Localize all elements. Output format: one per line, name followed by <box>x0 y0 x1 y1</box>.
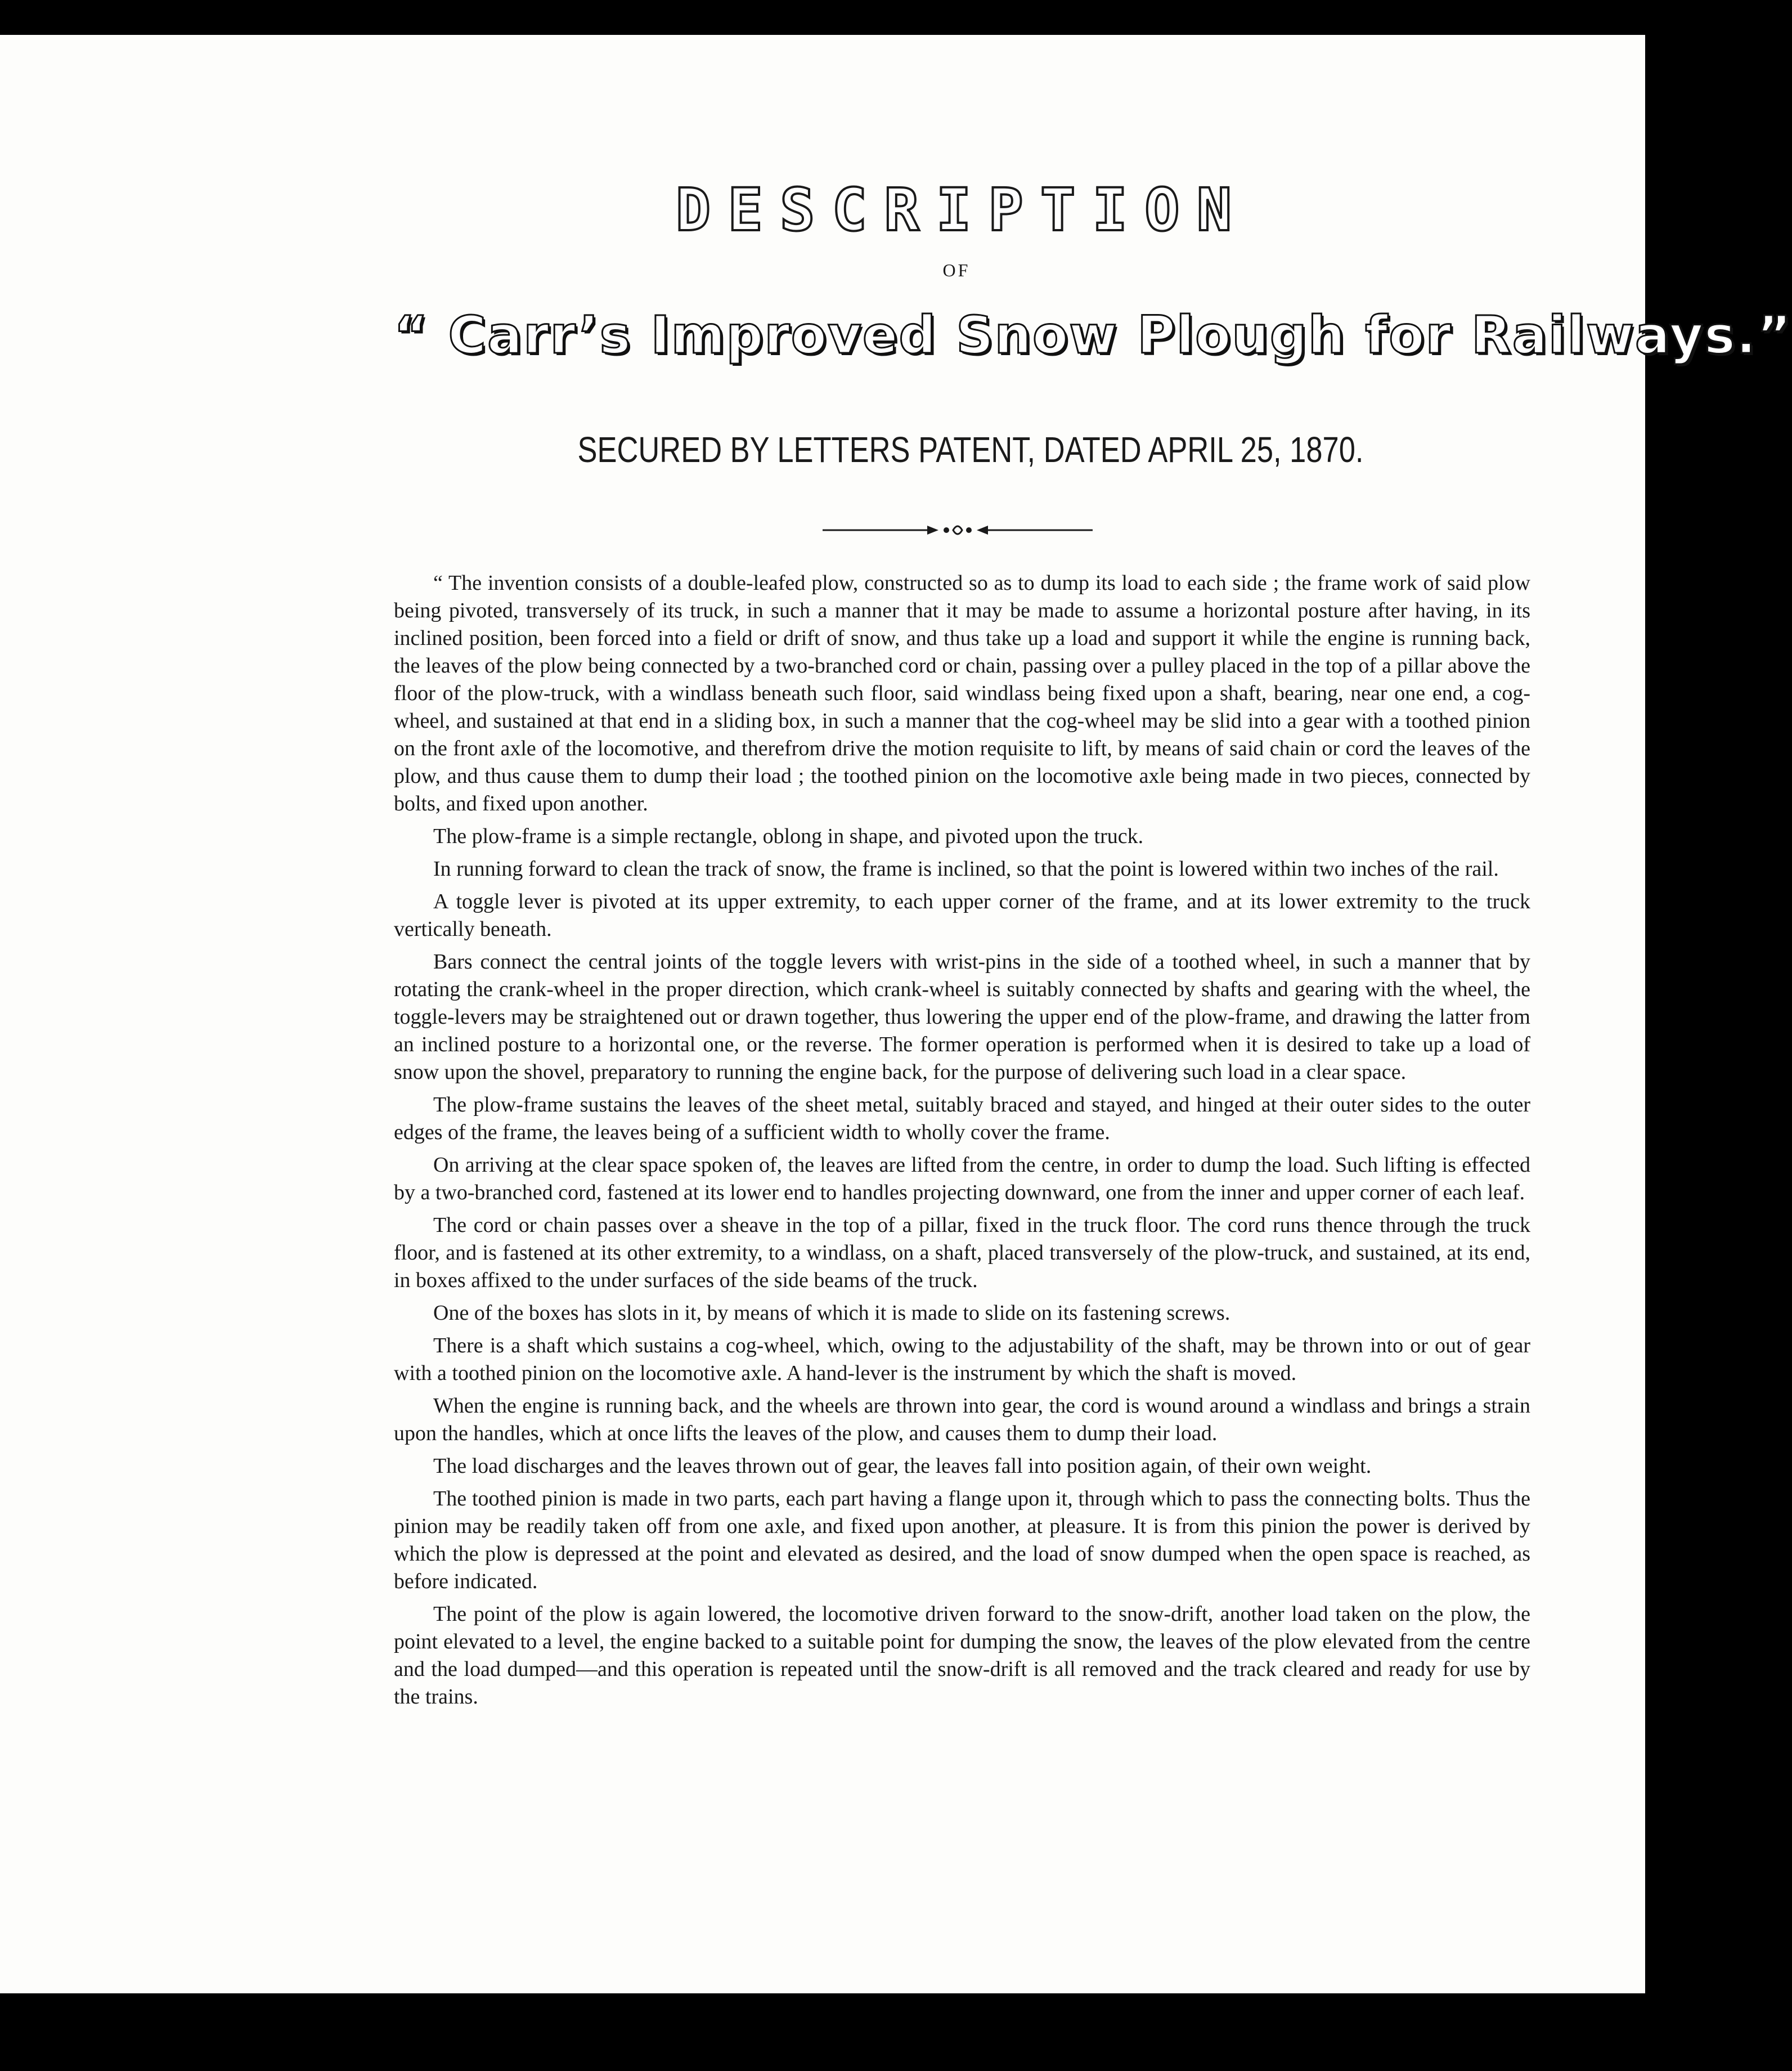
heading-connector: OF <box>942 260 971 280</box>
paragraph: On arriving at the clear space spoken of, the leaves are lifted from the centre, in order to dump the load. Such lifting is effected by a two-branched cord, fastened at its lower end to handles projecting downward, one from the inner and upper corner of each leaf. <box>394 1153 1530 1204</box>
paragraph: “ The invention consists of a double-leafed plow, constructed so as to dump its load to each side ; the frame work of said plow being pivoted, transversely of its truck, in such a manner that it may be made to assume a horizontal posture after having, in its inclined position, been forced into a field or drift of snow, and thus take up a load and support it while the engine is running back, the leaves of the plow being connected by a two-branched cord or chain, passing over a pulley placed in the top of a pillar above the floor of the plow-truck, with a windlass beneath such floor, said windlass being fixed upon a shaft, bearing, near one end, a cog-wheel, and sustained at that end in a sliding box, in such a manner that the cog-wheel may be slid into a gear with a toothed pinion on the front axle of the locomotive, and therefrom drive the motion requisite to lift, by means of said chain or cord the leaves of the plow, and thus cause them to dump their load ; the toothed pinion on the locomotive axle being made in two pieces, connected by bolts, and fixed upon another. <box>394 571 1530 815</box>
ornamental-divider-icon <box>823 519 1093 541</box>
paragraph: The load discharges and the leaves thrown out of gear, the leaves fall into position again, of their own weight. <box>433 1454 1372 1478</box>
paragraph: When the engine is running back, and the wheels are thrown into gear, the cord is wound around a windlass and brings a strain upon the handles, which at once lifts the leaves of the plow, and causes them to dump their load. <box>394 1394 1530 1445</box>
paragraph: One of the boxes has slots in it, by means of which it is made to slide on its fastening screws. <box>433 1301 1230 1325</box>
paragraph: In running forward to clean the track of snow, the frame is inclined, so that the point is lowered within two inches of the rail. <box>433 857 1499 881</box>
patent-subtitle: SECURED BY LETTERS PATENT, DATED APRIL 25, 1870. <box>577 429 1364 470</box>
paragraph: The point of the plow is again lowered, the locomotive driven forward to the snow-drift, another load taken on the plow, the point elevated to a level, the engine backed to a suitable point for dumping the snow, the leaves of the plow elevated from the centre and the load dumped—and this operation is repeated until the snow-drift is all removed and the track cleared and ready for use by the trains. <box>394 1602 1530 1709</box>
paragraph: There is a shaft which sustains a cog-wheel, which, owing to the adjustability of the shaft, may be thrown into or out of gear with a toothed pinion on the locomotive axle. A hand-lever is the instrument by which the shaft is moved. <box>394 1334 1530 1385</box>
paragraph: The toothed pinion is made in two parts, each part having a flange upon it, through which to pass the connecting bolts. Thus the pinion may be readily taken off from one axle, and fixed upon another, at pleasure. It is from this pinion the power is derived by which the plow is depressed at the point and elevated as desired, and the load of snow dumped when the open space is reached, as before indicated. <box>394 1487 1530 1593</box>
document-body <box>394 570 1530 1716</box>
paragraph: The plow-frame is a simple rectangle, oblong in shape, and pivoted upon the truck. <box>433 824 1144 848</box>
document-title: “ Carr’s Improved Snow Plough for Railways.” <box>394 305 1792 365</box>
paragraph: A toggle lever is pivoted at its upper extremity, to each upper corner of the frame, and at its lower extremity to the truck vertically beneath. <box>394 890 1530 941</box>
document-heading: DESCRIPTION <box>675 176 1249 244</box>
paragraph: Bars connect the central joints of the toggle levers with wrist-pins in the side of a toothed wheel, in such a manner that by rotating the crank-wheel in the proper direction, which crank-wheel is suitably connected by shafts and gearing with the wheel, the toggle-levers may be straightened out or drawn together, thus lowering the upper end of the plow-frame, and drawing the latter from an inclined posture to a horizontal one, or the reverse. The former operation is performed when it is desired to take up a load of snow upon the shovel, preparatory to running the engine back, for the purpose of delivering such load in a clear space. <box>394 950 1530 1084</box>
paragraph: The plow-frame sustains the leaves of the sheet metal, suitably braced and stayed, and hinged at their outer sides to the outer edges of the frame, the leaves being of a sufficient width to wholly cover the frame. <box>394 1093 1530 1144</box>
document-page <box>0 35 1792 1993</box>
paragraph: The cord or chain passes over a sheave in the top of a pillar, fixed in the truck floor. The cord runs thence through the truck floor, and is fastened at its other extremity, to a windlass, on a shaft, placed transversely of the plow-truck, and sustained, at its end, in boxes affixed to the under surfaces of the side beams of the truck. <box>394 1213 1530 1292</box>
